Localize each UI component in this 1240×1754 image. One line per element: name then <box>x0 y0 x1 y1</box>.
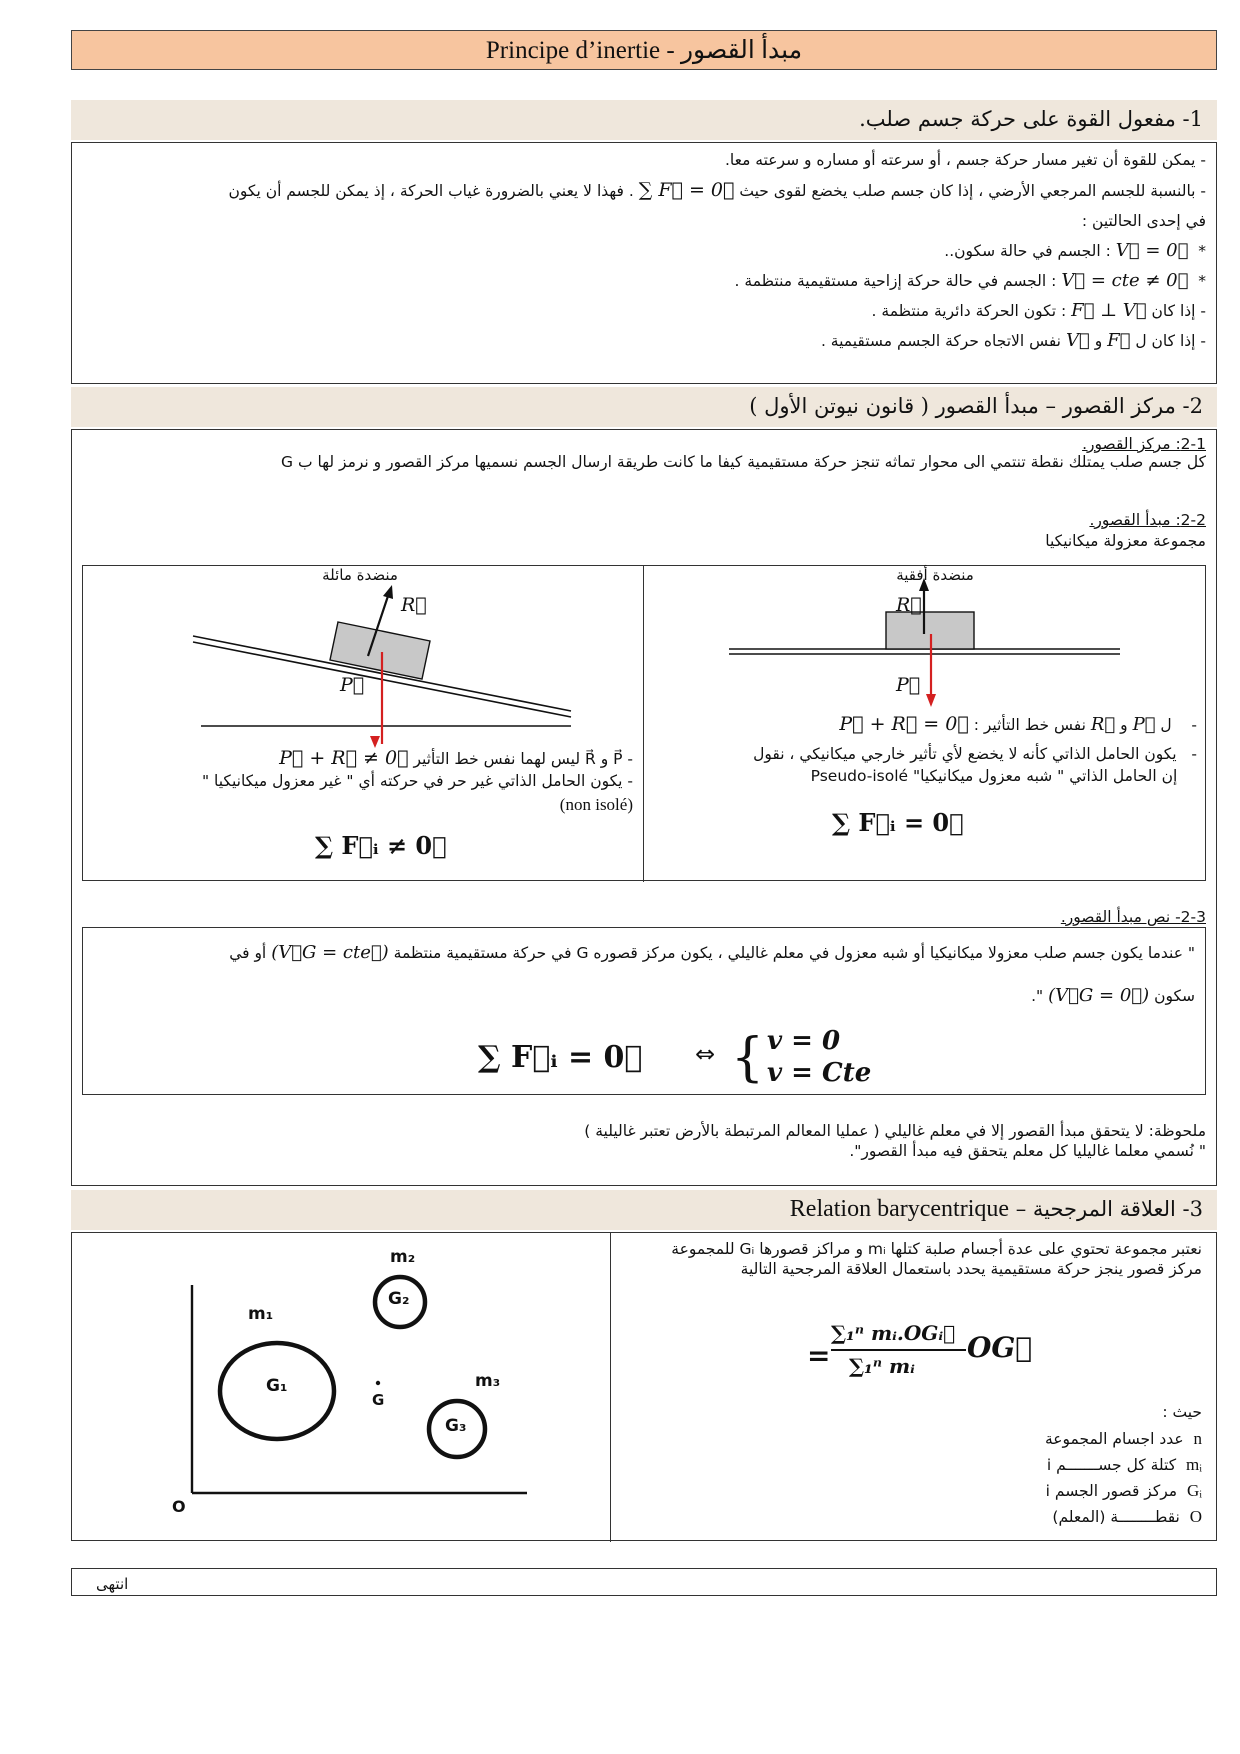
ll2-text: - يكون الحامل الذاتي غير حر في حركته أي " غير معزول ميكانيكيا " <box>201 772 633 790</box>
rb1-p: P⃗ <box>1132 714 1156 735</box>
s1-case4-and: و <box>1094 332 1103 350</box>
def-sym: mᵢ <box>1185 1455 1202 1474</box>
r-incline-label: R⃗ <box>401 594 427 616</box>
s2-note-2 <box>86 1141 1206 1161</box>
s2-note-1 <box>86 1121 1206 1141</box>
section3-heading <box>71 1190 1217 1230</box>
ll3-text: (non isolé) <box>559 795 633 814</box>
law-line-2 <box>95 983 1195 1009</box>
formula-fraction-bar <box>831 1349 966 1351</box>
s1-case2-text: : الجسم في حالة حركة إزاحية مستقيمية منتظمة . <box>734 272 1057 290</box>
law-text1: " عندما يكون جسم صلب معزولا ميكانيكيا أو شبه معزول في معلم غاليلي ، يكون مركز قصوره G في حركة مستقيمية منتظمة <box>393 944 1195 962</box>
s1-case4-f: F⃗ <box>1107 330 1131 351</box>
inclined-table-label <box>305 566 415 584</box>
isolation-table <box>82 565 1206 881</box>
def-text: نقطــــــــة (المعلم) <box>1052 1508 1180 1526</box>
rb2-text2: إن الحامل الذاتي " شبه معزول ميكانيكيا" Pseudo-isolé <box>810 767 1178 785</box>
law-eq2: (V⃗G = 0⃗) <box>1048 985 1150 1006</box>
o-label: O <box>172 1497 186 1516</box>
s2-sub2-text <box>86 531 1206 551</box>
s2-sub3-title <box>86 907 1206 927</box>
m3-label: m₃ <box>475 1371 501 1391</box>
left-line-3 <box>93 794 633 816</box>
formula-denominator: ∑₁ⁿ mᵢ <box>849 1354 915 1378</box>
s1-case4-text: نفس الاتجاه حركة الجسم مستقيمية . <box>820 332 1061 350</box>
left-cell <box>83 566 643 882</box>
def-sym: Gᵢ <box>1186 1481 1202 1500</box>
law-formula-top: v = 0 <box>767 1026 841 1056</box>
s2-note2-text: " نُسمي معلما غاليليا كل معلم يتحقق فيه مبدأ القصور". <box>849 1142 1206 1160</box>
s3-where <box>636 1401 1202 1423</box>
rb1-r: R⃗ <box>1090 714 1116 735</box>
barycenter-diagram <box>72 1233 610 1542</box>
s1-line3-text: في إحدى الحالتين : <box>1081 212 1206 230</box>
g3-label: G₃ <box>445 1416 467 1436</box>
footer-text: انتهى <box>96 1575 129 1593</box>
law-eq1: (V⃗G = cte⃗) <box>271 942 389 963</box>
s3-divider <box>610 1233 611 1542</box>
s2-sub1-title-text: 2-1: مركز القصور. <box>1082 435 1206 453</box>
p-arrow-head <box>926 694 936 707</box>
page-title <box>71 30 1217 70</box>
s1-case4 <box>72 326 1216 356</box>
inclined-block <box>330 622 430 679</box>
s1-case2-eq: V⃗ = cte ≠ 0⃗ <box>1061 270 1189 291</box>
def-sym: O <box>1189 1507 1202 1526</box>
r-vector-label: R⃗ <box>896 594 922 616</box>
p-incline-label: P⃗ <box>340 674 365 696</box>
s2-note1-text: ملحوظة: لا يتحقق مبدأ القصور إلا في معلم غاليلي ( عمليا المعالم المرتبطة بالأرض تعتبر غاليلية ) <box>584 1122 1206 1140</box>
s1-case3-eq: F⃗ ⊥ V⃗ <box>1071 300 1147 321</box>
s1-case1-eq: V⃗ = 0⃗ <box>1115 240 1189 261</box>
s1-line1 <box>72 145 1216 175</box>
barycentric-formula <box>807 1321 1107 1391</box>
def-text: كتلة كل جســـــــم i <box>1046 1456 1177 1474</box>
left-line-2 <box>93 771 633 792</box>
s2-sub2-text-span: مجموعة معزولة ميكانيكيا <box>1045 532 1206 550</box>
s2-sub3-title-text: 2-3- نص مبدأ القصور. <box>1060 908 1206 926</box>
formula-numerator: ∑₁ⁿ mᵢ.OGᵢ⃗ <box>831 1321 956 1345</box>
law-line-1 <box>95 940 1195 966</box>
def-text: مركز قصور الجسم i <box>1045 1482 1178 1500</box>
def-item <box>636 1452 1202 1478</box>
law-text1b: أو في <box>229 944 267 962</box>
s1-case4-pre: - إذا كان ل <box>1135 332 1206 350</box>
m2-label: m₂ <box>390 1247 416 1267</box>
law-formula-left: ∑ F⃗ᵢ = 0⃗ <box>478 1040 643 1075</box>
s3-defs <box>636 1426 1202 1530</box>
law-formula-bottom: v = Cte <box>767 1058 872 1088</box>
def-item <box>636 1478 1202 1504</box>
law-text2b: ". <box>1031 987 1044 1005</box>
rb1-text: نفس خط التأثير : <box>973 716 1086 734</box>
left-line-1 <box>93 746 633 771</box>
s2-sub2-title <box>86 510 1206 530</box>
s1-line2-eq: ∑ F⃗ = 0⃗ <box>638 179 735 201</box>
section3-box <box>71 1232 1217 1541</box>
section3-heading-fr: Relation barycentrique <box>789 1196 1010 1222</box>
p-vector-label: P⃗ <box>896 674 921 696</box>
right-cell <box>644 566 1207 882</box>
s1-case3-pre: - إذا كان <box>1151 302 1206 320</box>
def-item <box>636 1426 1202 1452</box>
law-box <box>82 927 1206 1095</box>
g1-label: G₁ <box>266 1376 288 1396</box>
inclined-table-diagram <box>83 566 643 746</box>
r-incline-arrow-head <box>383 585 393 599</box>
rb1-eq: P⃗ + R⃗ = 0⃗ <box>839 713 969 735</box>
def-sym: n <box>1193 1429 1202 1448</box>
g-label: G <box>372 1391 385 1409</box>
law-formula-brace: { <box>731 1028 765 1088</box>
s1-line2 <box>72 175 1216 206</box>
g2-label: G₂ <box>388 1289 410 1309</box>
g-point <box>376 1381 380 1385</box>
section2-box <box>71 429 1217 1186</box>
formula-eq-sign: = <box>807 1339 831 1372</box>
footer-box <box>71 1568 1217 1596</box>
def-text: عدد اجسام المجموعة <box>1044 1430 1184 1448</box>
horizontal-table-label-text: منضدة أفقية <box>896 566 974 584</box>
formula-lhs: OG⃗ <box>967 1331 1033 1364</box>
ll1-text: - P⃗ و R⃗ ليس لهما نفس خط التأثير <box>413 750 633 768</box>
s3-text <box>636 1239 1202 1279</box>
s1-case2: * V⃗ = cte ≠ 0⃗ : الجسم في حالة حركة إزاحية مستقيمية منتظمة . <box>72 266 1216 296</box>
s1-case4-v: V⃗ <box>1065 330 1090 351</box>
right-bullet-2: - يكون الحامل الذاتي كأنه لا يخضع لأي تأثير خارجي ميكانيكي ، نقول إن الحامل الذاتي " شبه معزول ميكانيكيا" Pseudo-isolé <box>753 745 1197 785</box>
section1-box <box>71 142 1217 384</box>
rb1-pre: ل <box>1160 716 1172 734</box>
s2-sub1-text-span: كل جسم صلب يمتلك نقطة تنتمي الى محوار تماثه تنجز حركة مستقيمية كيفا ما كانت طريقة ارسال الجسم نسميها مركز القصور و نرمز لها ب G <box>281 453 1206 471</box>
s2-sub1-text <box>86 452 1206 472</box>
section1-heading <box>71 100 1217 140</box>
inclined-table-label-text: منضدة مائلة <box>322 566 398 584</box>
s3-text1: نعتبر مجموعة تحتوي على عدة أجسام صلبة كتلها mᵢ و مراكز قصورها Gᵢ للمجموعة مركز قصور ينجز حركة مستقيمية يحدد باستعمال العلاقة المرجحية التالية <box>671 1240 1202 1278</box>
rb2-text1: يكون الحامل الذاتي كأنه لا يخضع لأي تأثير خارجي ميكانيكي ، نقول <box>753 745 1177 763</box>
right-bullet-1: - ل P⃗ و R⃗ نفس خط التأثير : P⃗ + R⃗ = 0⃗ <box>839 713 1197 735</box>
s3-where-text: حيث : <box>1162 1403 1202 1421</box>
def-item <box>636 1504 1202 1530</box>
section1-heading-text: 1- مفعول القوة على حركة جسم صلب. <box>859 107 1203 131</box>
left-sum-eq: ∑ F⃗ᵢ ≠ 0⃗ <box>315 831 447 860</box>
ll1-eq: P⃗ + R⃗ ≠ 0⃗ <box>279 747 409 769</box>
rb1-and: و <box>1120 716 1128 734</box>
s2-sub2-title-text: 2-2: مبدأ القصور. <box>1089 511 1206 529</box>
law-text2: سكون <box>1154 987 1195 1005</box>
s1-case3 <box>72 296 1216 326</box>
s1-case3-text: : تكون الحركة دائرية منتظمة . <box>871 302 1067 320</box>
s1-line3 <box>72 206 1216 236</box>
page-title-text: Principe d’inertie - مبدأ القصور <box>485 37 803 64</box>
s1-line1-text: - يمكن للقوة أن تغير مسار حركة جسم ، أو سرعته أو مساره و سرعته معا. <box>724 151 1206 169</box>
m1-label: m₁ <box>248 1304 274 1324</box>
s1-case1-text: : الجسم في حالة سكون.. <box>944 242 1111 260</box>
section3-heading-ar: 3- العلاقة المرجحية – <box>1015 1197 1203 1221</box>
s1-line2b: . فهذا لا يعني بالضرورة غياب الحركة ، إذ يمكن للجسم أن يكون <box>228 182 634 200</box>
s1-case1: * V⃗ = 0⃗ : الجسم في حالة سكون.. <box>72 236 1216 266</box>
law-formula-arrow: ⇔ <box>695 1040 716 1068</box>
s2-sub1-title <box>86 434 1206 454</box>
s1-line2a: - بالنسبة للجسم المرجعي الأرضي ، إذا كان جسم صلب يخضع لقوى حيث <box>739 182 1206 200</box>
right-sum-eq: ∑ F⃗ᵢ = 0⃗ <box>832 808 964 837</box>
section2-heading-text: 2- مركز القصور – مبدأ القصور ( قانون نيوتن الأول ) <box>749 394 1203 418</box>
section2-heading <box>71 387 1217 427</box>
horizontal-table-label <box>880 566 990 584</box>
